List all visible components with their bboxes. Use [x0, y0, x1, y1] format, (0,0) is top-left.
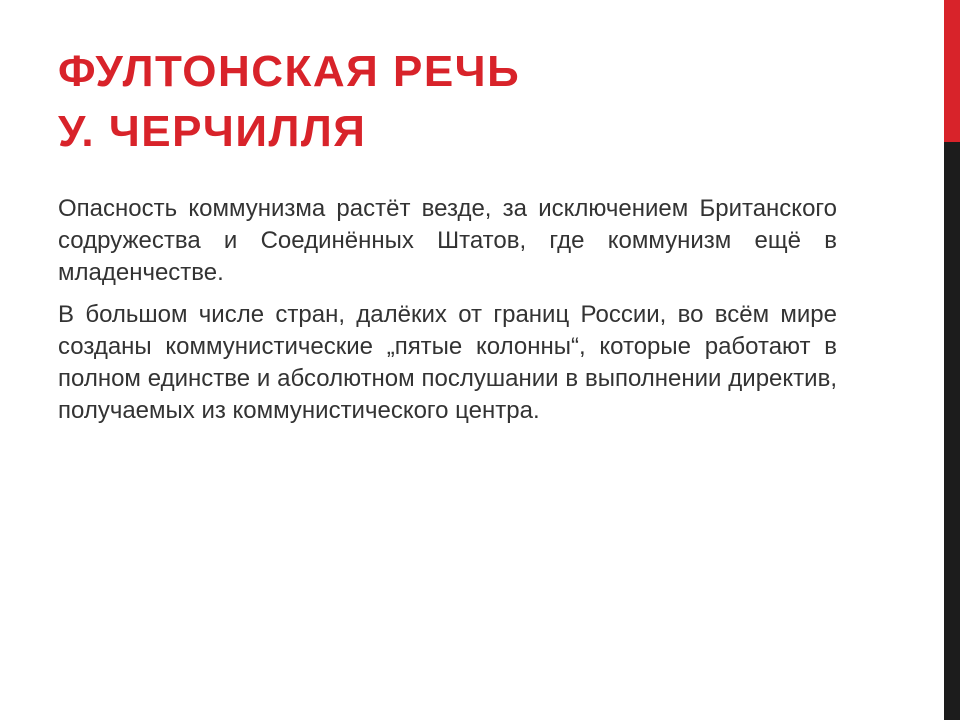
slide-body — [58, 193, 837, 437]
accent-bar-dark — [944, 142, 960, 720]
body-paragraph-2: В большом числе стран, далёких от границ России, во всём мире созданы коммунистические „пятые колонны“, которые работают в полном единстве и абсолютном послушании в выполнении директив, получаемых из коммунистического центра. — [58, 301, 837, 424]
slide-title — [58, 42, 918, 162]
slide-title-line-2: У. ЧЕРЧИЛЛЯ — [58, 107, 367, 156]
slide-title-line-1: ФУЛТОНСКАЯ РЕЧЬ — [58, 47, 521, 96]
accent-bar-red — [944, 0, 960, 142]
body-paragraph-1: Опасность коммунизма растёт везде, за исключением Британского содружества и Соединённых Штатов, где коммунизм ещё в младенчестве. — [58, 195, 837, 286]
